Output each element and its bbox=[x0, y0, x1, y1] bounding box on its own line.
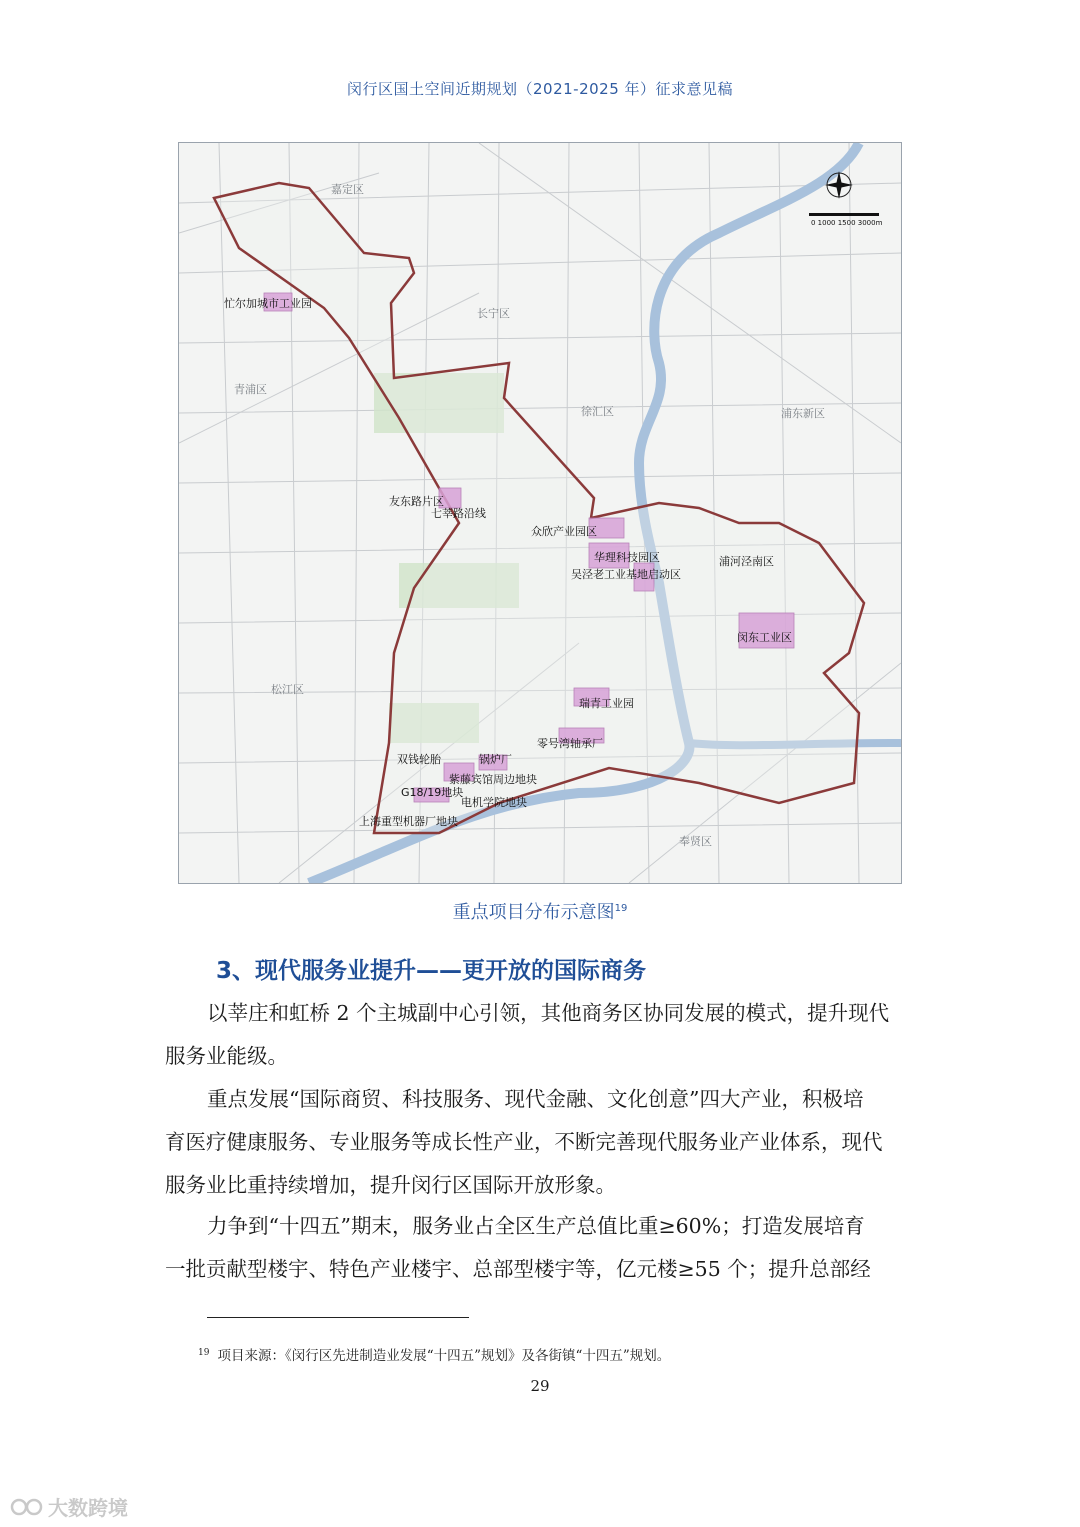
page-header: 闵行区国土空间近期规划（2021-2025 年）征求意见稿 bbox=[346, 80, 734, 98]
label-project: 吴泾老工业基地启动区 bbox=[571, 568, 681, 581]
paragraph-line: 服务业比重持续增加，提升闵行区国际开放形象。 bbox=[165, 1173, 616, 1197]
label-project: 闵东工业区 bbox=[737, 631, 792, 644]
label-changning: 长宁区 bbox=[477, 307, 510, 320]
paragraph-1 bbox=[165, 992, 917, 1078]
label-project: G18/19地块 bbox=[401, 786, 464, 799]
label-project: 众欣产业园区 bbox=[531, 525, 597, 538]
paragraph-line: 育医疗健康服务、专业服务等成长性产业，不断完善现代服务业产业体系，现代 bbox=[165, 1130, 883, 1154]
caption-text: 重点项目分布示意图 bbox=[452, 902, 615, 923]
label-project: 忙尔加城市工业园 bbox=[224, 297, 312, 310]
label-project: 上海重型机器厂地块 bbox=[359, 815, 458, 828]
paragraph-line: 以莘庄和虹桥 2 个主城副中心引领，其他商务区协同发展的模式，提升现代 bbox=[207, 1001, 890, 1025]
footnote-text: 项目来源：《闵行区先进制造业发展“十四五”规划》及各街镇“十四五”规划。 bbox=[217, 1348, 671, 1364]
project-distribution-map bbox=[178, 142, 902, 884]
label-project: 七莘路沿线 bbox=[431, 507, 486, 520]
watermark bbox=[10, 1492, 128, 1521]
label-project: 锅炉厂 bbox=[479, 753, 512, 766]
paragraph-2 bbox=[165, 1078, 917, 1207]
scale-text: 0 1000 1500 3000m bbox=[811, 219, 883, 227]
paragraph-line: 力争到“十四五”期末，服务业占全区生产总值比重≥60%；打造发展培育 bbox=[207, 1214, 865, 1238]
label-pudong: 浦东新区 bbox=[781, 407, 825, 420]
label-project: 瑞青工业园 bbox=[579, 697, 634, 710]
label-project: 浦河泾南区 bbox=[719, 555, 774, 568]
label-songjiang: 松江区 bbox=[271, 683, 304, 696]
footnote-number: 19 bbox=[198, 1347, 210, 1358]
label-qingpu: 青浦区 bbox=[234, 383, 267, 396]
section-title: 3、现代服务业提升——更开放的国际商务 bbox=[216, 958, 647, 984]
label-jiading: 嘉定区 bbox=[331, 183, 364, 196]
label-project: 紫藤宾馆周边地块 bbox=[449, 773, 537, 786]
footnote bbox=[198, 1344, 670, 1364]
label-fengxian: 奉贤区 bbox=[679, 835, 712, 848]
paragraph-line: 服务业能级。 bbox=[165, 1044, 288, 1068]
label-project: 电机学院地块 bbox=[461, 796, 527, 809]
paragraph-line: 重点发展“国际商贸、科技服务、现代金融、文化创意”四大产业，积极培 bbox=[207, 1087, 864, 1111]
label-xuhui: 徐汇区 bbox=[581, 405, 614, 418]
page-number: 29 bbox=[530, 1377, 550, 1395]
paragraph-line: 一批贡献型楼宇、特色产业楼宇、总部型楼宇等，亿元楼≥55 个；提升总部经 bbox=[165, 1257, 871, 1281]
footnote-divider bbox=[207, 1317, 469, 1318]
scale-bar bbox=[809, 213, 879, 216]
watermark-logo-icon bbox=[10, 1496, 44, 1518]
label-project: 零号湾轴承厂 bbox=[537, 737, 603, 750]
label-project: 华理科技园区 bbox=[594, 551, 660, 564]
figure-caption bbox=[0, 898, 1080, 924]
map-graphic bbox=[179, 143, 901, 883]
caption-footnote-ref: 19 bbox=[614, 903, 628, 914]
watermark-text: 大数跨境 bbox=[48, 1496, 128, 1520]
paragraph-3 bbox=[165, 1205, 917, 1291]
label-project: 双钱轮胎 bbox=[397, 753, 441, 766]
label-project: 友东路片区 bbox=[389, 495, 444, 508]
